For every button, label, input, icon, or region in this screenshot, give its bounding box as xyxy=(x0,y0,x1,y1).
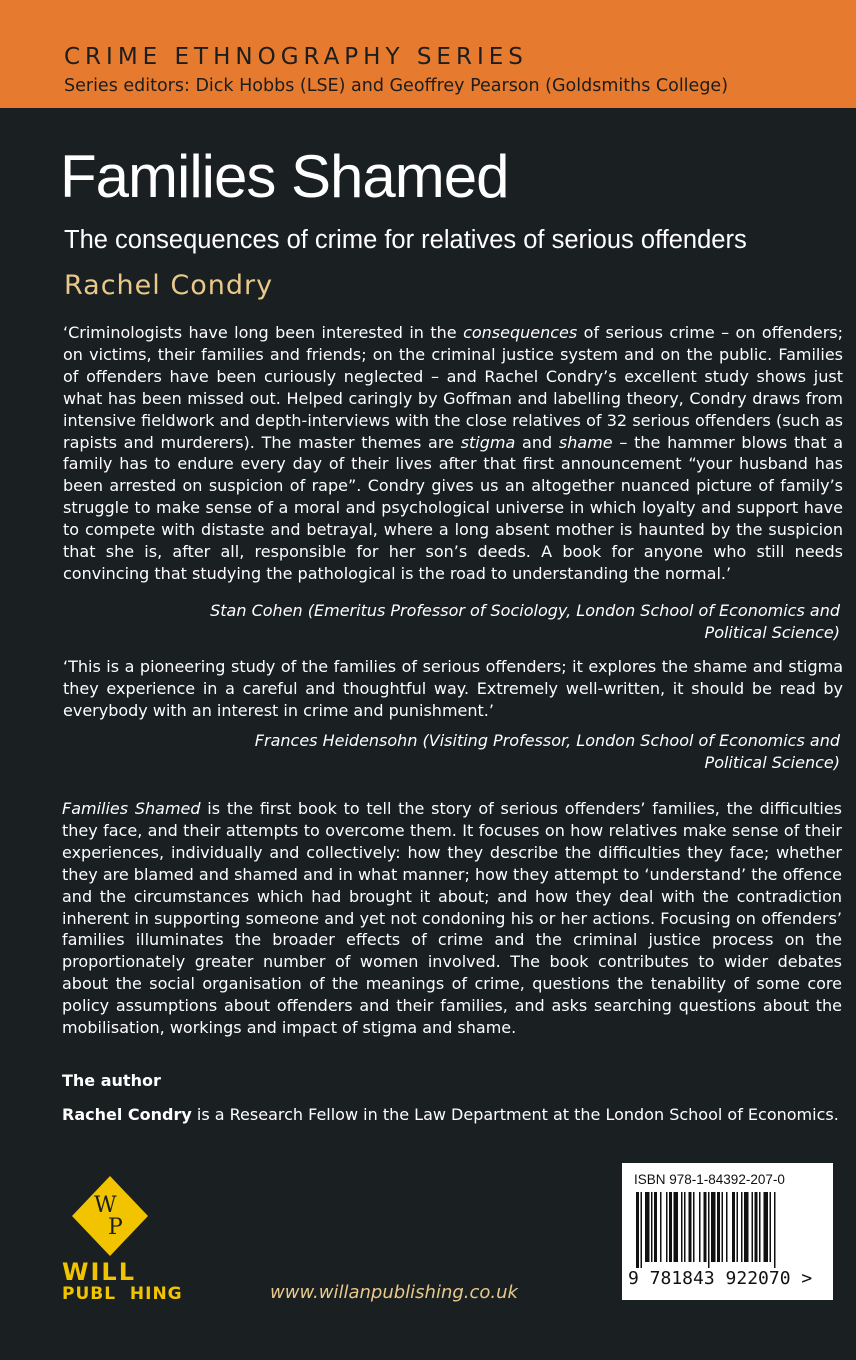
book-author: Rachel Condry xyxy=(64,270,274,301)
barcode-bar xyxy=(699,1192,701,1262)
barcode-bar xyxy=(711,1192,716,1262)
barcode-bar xyxy=(717,1192,720,1262)
book-description: Families Shamed is the first book to tell the story of serious offenders’ families, the difficulties they face, and their attempts to overcome them. It focuses on how relatives make sense of their experiences, individually and collectively: how they describe the difficulties they face; whether they are blamed and shamed and in what manner; how they attempt to ‘understand’ the offence and the circumstances which had brought it about; and how they deal with the contradiction inherent in supporting someone and yet not condoning his or her actions. Focusing on offenders’ families illuminates the broader effects of crime and the criminal justice process on the proportionately greater number of women involved. The book contributes to wider debates about the social organisation of the meanings of crime, questions the tenability of some core policy assumptions about offenders and their families, and asks searching questions about the mobilisation, workings and impact of stigma and shame. xyxy=(62,799,842,1038)
review-attribution-cohen: Stan Cohen (Emeritus Professor of Sociology, London School of Economics and Political Science) xyxy=(210,601,840,642)
publisher-name-line2: PUBL HING xyxy=(62,1284,183,1304)
publisher-website-link[interactable]: www.willanpublishing.co.uk xyxy=(270,1282,518,1303)
publisher-name-line1: WILL xyxy=(62,1258,136,1286)
barcode-bar xyxy=(744,1192,749,1262)
barcode-bar xyxy=(732,1192,735,1262)
isbn-text: ISBN 978-1-84392-207-0 xyxy=(634,1172,785,1187)
author-heading: The author xyxy=(62,1071,161,1090)
barcode-number: 9 781843 922070 > xyxy=(628,1268,813,1289)
barcode-bar xyxy=(689,1192,692,1262)
barcode-bar xyxy=(722,1192,724,1262)
barcode-bar xyxy=(704,1192,707,1262)
barcode-bar xyxy=(737,1192,739,1262)
barcode-bar xyxy=(741,1192,743,1262)
barcode-bar xyxy=(752,1192,754,1262)
book-title: Families Shamed xyxy=(60,143,509,210)
barcode-bar xyxy=(654,1192,657,1262)
barcode-bar xyxy=(764,1192,769,1262)
series-editors: Series editors: Dick Hobbs (LSE) and Geoffrey Pearson (Goldsmiths College) xyxy=(64,76,729,96)
review-quote-heidensohn: ‘This is a pioneering study of the families of serious offenders; it explores the shame and stigma they experience in a careful and thoughtful way. Extremely well-written, it should be read by everybody with an interest in crime and punishment.’ xyxy=(63,657,843,720)
barcode-bar xyxy=(770,1192,772,1262)
barcode-bar xyxy=(641,1192,643,1268)
barcode-bar xyxy=(681,1192,683,1262)
barcode-bar xyxy=(693,1192,695,1262)
barcode-bar xyxy=(759,1192,761,1262)
barcode-bar xyxy=(708,1192,710,1268)
barcode-bar xyxy=(726,1192,728,1262)
barcode-bar xyxy=(674,1192,679,1262)
review-attribution-heidensohn: Frances Heidensohn (Visiting Professor, London School of Economics and Political Science) xyxy=(254,731,840,772)
barcode-bar xyxy=(645,1192,650,1262)
logo-letter-p: P xyxy=(108,1215,123,1240)
barcode-bar xyxy=(684,1192,686,1262)
barcode-bar xyxy=(669,1192,672,1262)
barcode-icon xyxy=(630,1190,826,1270)
book-subtitle: The consequences of crime for relatives of serious offenders xyxy=(64,226,747,254)
review-quote-cohen: ‘Criminologists have long been interested in the consequences of serious crime – on offenders; on victims, their families and friends; on the criminal justice system and on the public. Families of offenders have been curiously neglected – and Rachel Condry’s excellent study shows just what has been missed out. Helped caringly by Goffman and labelling theory, Condry draws from intensive fieldwork and depth-interviews with the close relatives of 32 serious offenders (such as rapists and murderers). The master themes are stigma and shame – the hammer blows that a family has to endure every day of their lives after that first announcement “your husband has been arrested on suspicion of rape”. Condry gives us an altogether nuanced picture of family’s struggle to make sense of a moral and psychological universe in which loyalty and support have to compete with distaste and betrayal, where a long absent mother is haunted by the suspicion that she is, after all, responsible for her son’s deeds. A book for anyone who still needs convincing that studying the pathological is the road to understanding the normal.’ xyxy=(63,323,844,583)
barcode-bar xyxy=(651,1192,653,1262)
barcode-bar xyxy=(774,1192,776,1268)
barcode-bar xyxy=(660,1192,662,1262)
author-bio: Rachel Condry is a Research Fellow in the Law Department at the London School of Economics. xyxy=(62,1105,839,1124)
barcode-bar xyxy=(755,1192,758,1262)
series-title: CRIME ETHNOGRAPHY SERIES xyxy=(64,44,528,70)
logo-letter-w: W xyxy=(94,1193,117,1218)
barcode-bar xyxy=(666,1192,668,1262)
barcode-bar xyxy=(636,1192,639,1268)
